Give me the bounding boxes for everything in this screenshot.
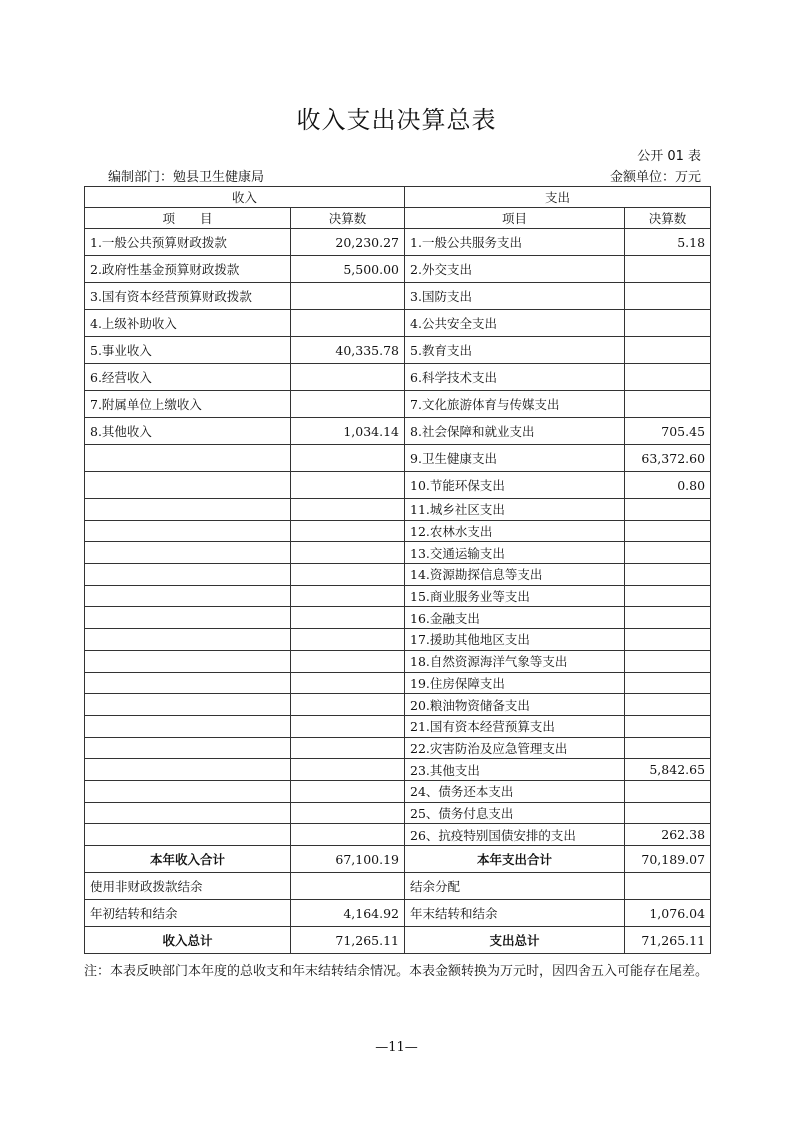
income-item-cell <box>85 737 291 759</box>
table-row <box>85 445 711 472</box>
table-row <box>85 824 711 846</box>
income-item-cell <box>85 759 291 781</box>
expense-item-cell: 20.粮油物资储备支出 <box>405 694 625 716</box>
table-row <box>85 418 711 445</box>
income-amount-cell <box>291 499 405 521</box>
income-item-cell: 5.事业收入 <box>85 337 291 364</box>
income-item-cell: 4.上级补助收入 <box>85 310 291 337</box>
expense-amount-cell <box>625 715 711 737</box>
summary-row <box>85 927 711 954</box>
income-item-cell: 7.附属单位上缴收入 <box>85 391 291 418</box>
summary-expense-amount: 1,076.04 <box>625 900 711 927</box>
expense-item-cell: 18.自然资源海洋气象等支出 <box>405 650 625 672</box>
expense-amount-cell <box>625 542 711 564</box>
table-row <box>85 585 711 607</box>
income-item-cell <box>85 445 291 472</box>
expense-amount-cell <box>625 737 711 759</box>
income-item-cell <box>85 585 291 607</box>
unit-label: 金额单位：万元 <box>609 170 701 185</box>
summary-expense-label: 结余分配 <box>405 873 625 900</box>
expense-amount-cell: 262.38 <box>625 824 711 846</box>
expense-item-cell: 23.其他支出 <box>405 759 625 781</box>
income-amount-cell <box>291 564 405 586</box>
income-amount-cell <box>291 629 405 651</box>
table-row <box>85 310 711 337</box>
income-amount-cell <box>291 364 405 391</box>
header-expense-amount: 决算数 <box>625 208 711 229</box>
expense-amount-cell: 5.18 <box>625 229 711 256</box>
expense-amount-cell <box>625 780 711 802</box>
income-amount-cell <box>291 694 405 716</box>
expense-amount-cell <box>625 607 711 629</box>
income-amount-cell: 40,335.78 <box>291 337 405 364</box>
income-amount-cell <box>291 585 405 607</box>
expense-amount-cell <box>625 694 711 716</box>
expense-item-cell: 12.农林水支出 <box>405 520 625 542</box>
summary-income-amount: 4,164.92 <box>291 900 405 927</box>
income-item-cell: 6.经营收入 <box>85 364 291 391</box>
expense-amount-cell <box>625 310 711 337</box>
table-row <box>85 256 711 283</box>
income-expense-table <box>84 186 711 954</box>
footnote: 注：本表反映部门本年度的总收支和年末结转结余情况。本表金额转换为万元时，因四舍五入可能存在尾差。 <box>84 964 709 979</box>
expense-amount-cell <box>625 337 711 364</box>
expense-item-cell: 14.资源勘探信息等支出 <box>405 564 625 586</box>
expense-item-cell: 17.援助其他地区支出 <box>405 629 625 651</box>
income-amount-cell <box>291 542 405 564</box>
expense-item-cell: 9.卫生健康支出 <box>405 445 625 472</box>
table-row <box>85 650 711 672</box>
table-row <box>85 391 711 418</box>
expense-item-cell: 8.社会保障和就业支出 <box>405 418 625 445</box>
expense-amount-cell <box>625 564 711 586</box>
income-amount-cell <box>291 672 405 694</box>
income-item-cell <box>85 672 291 694</box>
income-item-cell <box>85 802 291 824</box>
income-amount-cell: 20,230.27 <box>291 229 405 256</box>
income-item-cell <box>85 824 291 846</box>
table-row <box>85 607 711 629</box>
table-row <box>85 672 711 694</box>
summary-row <box>85 846 711 873</box>
header-expense-item: 项目 <box>405 208 625 229</box>
page-title: 收入支出决算总表 <box>296 106 497 134</box>
expense-amount-cell: 705.45 <box>625 418 711 445</box>
expense-item-cell: 16.金融支出 <box>405 607 625 629</box>
table-row <box>85 499 711 521</box>
expense-item-cell: 24、债务还本支出 <box>405 780 625 802</box>
expense-amount-cell: 0.80 <box>625 472 711 499</box>
expense-item-cell: 19.住房保障支出 <box>405 672 625 694</box>
income-amount-cell: 5,500.00 <box>291 256 405 283</box>
expense-item-cell: 15.商业服务业等支出 <box>405 585 625 607</box>
income-item-cell <box>85 564 291 586</box>
summary-expense-label: 支出总计 <box>405 927 625 954</box>
table-row <box>85 472 711 499</box>
expense-amount-cell <box>625 499 711 521</box>
form-number: 公开 01 表 <box>637 149 701 164</box>
expense-amount-cell <box>625 391 711 418</box>
income-amount-cell <box>291 650 405 672</box>
income-amount-cell <box>291 310 405 337</box>
income-item-cell <box>85 650 291 672</box>
expense-amount-cell <box>625 672 711 694</box>
income-amount-cell <box>291 445 405 472</box>
income-amount-cell <box>291 520 405 542</box>
table-row <box>85 542 711 564</box>
income-item-cell: 8.其他收入 <box>85 418 291 445</box>
expense-item-cell: 26、抗疫特别国债安排的支出 <box>405 824 625 846</box>
summary-expense-amount: 71,265.11 <box>625 927 711 954</box>
expense-item-cell: 22.灾害防治及应急管理支出 <box>405 737 625 759</box>
header-row-groups <box>85 187 711 208</box>
income-item-cell <box>85 499 291 521</box>
table-row <box>85 715 711 737</box>
expense-amount-cell <box>625 520 711 542</box>
expense-item-cell: 7.文化旅游体育与传媒支出 <box>405 391 625 418</box>
summary-income-label: 年初结转和结余 <box>85 900 291 927</box>
income-item-cell: 3.国有资本经营预算财政拨款 <box>85 283 291 310</box>
summary-income-label: 使用非财政拨款结余 <box>85 873 291 900</box>
expense-amount-cell <box>625 364 711 391</box>
expense-item-cell: 11.城乡社区支出 <box>405 499 625 521</box>
table-row <box>85 759 711 781</box>
income-amount-cell <box>291 472 405 499</box>
summary-expense-amount: 70,189.07 <box>625 846 711 873</box>
table-row <box>85 629 711 651</box>
expense-item-cell: 3.国防支出 <box>405 283 625 310</box>
expense-amount-cell <box>625 802 711 824</box>
summary-income-amount: 67,100.19 <box>291 846 405 873</box>
summary-expense-label: 本年支出合计 <box>405 846 625 873</box>
income-amount-cell <box>291 759 405 781</box>
income-amount-cell <box>291 802 405 824</box>
summary-income-label: 收入总计 <box>85 927 291 954</box>
income-amount-cell <box>291 780 405 802</box>
table-row <box>85 802 711 824</box>
summary-row <box>85 900 711 927</box>
income-amount-cell <box>291 283 405 310</box>
income-item-cell: 2.政府性基金预算财政拨款 <box>85 256 291 283</box>
income-item-cell <box>85 472 291 499</box>
income-item-cell <box>85 607 291 629</box>
expense-item-cell: 4.公共安全支出 <box>405 310 625 337</box>
expense-item-cell: 6.科学技术支出 <box>405 364 625 391</box>
header-income-amount: 决算数 <box>291 208 405 229</box>
expense-item-cell: 5.教育支出 <box>405 337 625 364</box>
income-item-cell: 1.一般公共预算财政拨款 <box>85 229 291 256</box>
table-row <box>85 229 711 256</box>
income-item-cell <box>85 520 291 542</box>
income-amount-cell <box>291 607 405 629</box>
expense-amount-cell <box>625 283 711 310</box>
income-amount-cell: 1,034.14 <box>291 418 405 445</box>
summary-expense-amount <box>625 873 711 900</box>
income-amount-cell <box>291 824 405 846</box>
summary-expense-label: 年末结转和结余 <box>405 900 625 927</box>
table-row <box>85 737 711 759</box>
summary-income-label: 本年收入合计 <box>85 846 291 873</box>
summary-income-amount <box>291 873 405 900</box>
department-label: 编制部门：勉县卫生健康局 <box>108 170 265 185</box>
expense-item-cell: 2.外交支出 <box>405 256 625 283</box>
expense-amount-cell: 5,842.65 <box>625 759 711 781</box>
summary-income-amount: 71,265.11 <box>291 927 405 954</box>
table-row <box>85 520 711 542</box>
expense-item-cell: 10.节能环保支出 <box>405 472 625 499</box>
table-row <box>85 564 711 586</box>
expense-item-cell: 13.交通运输支出 <box>405 542 625 564</box>
page-number: —11— <box>375 1040 418 1055</box>
income-amount-cell <box>291 391 405 418</box>
table-row <box>85 283 711 310</box>
expense-amount-cell <box>625 256 711 283</box>
expense-item-cell: 21.国有资本经营预算支出 <box>405 715 625 737</box>
header-income-item: 项 目 <box>85 208 291 229</box>
income-item-cell <box>85 780 291 802</box>
table-row <box>85 337 711 364</box>
expense-item-cell: 25、债务付息支出 <box>405 802 625 824</box>
expense-amount-cell <box>625 585 711 607</box>
income-amount-cell <box>291 715 405 737</box>
expense-amount-cell <box>625 629 711 651</box>
income-amount-cell <box>291 737 405 759</box>
income-item-cell <box>85 629 291 651</box>
header-row-columns <box>85 208 711 229</box>
income-item-cell <box>85 542 291 564</box>
header-income: 收入 <box>85 187 405 208</box>
summary-row <box>85 873 711 900</box>
income-item-cell <box>85 715 291 737</box>
table-row <box>85 780 711 802</box>
table-row <box>85 694 711 716</box>
header-expense: 支出 <box>405 187 711 208</box>
expense-amount-cell: 63,372.60 <box>625 445 711 472</box>
expense-item-cell: 1.一般公共服务支出 <box>405 229 625 256</box>
table-row <box>85 364 711 391</box>
income-item-cell <box>85 694 291 716</box>
expense-amount-cell <box>625 650 711 672</box>
